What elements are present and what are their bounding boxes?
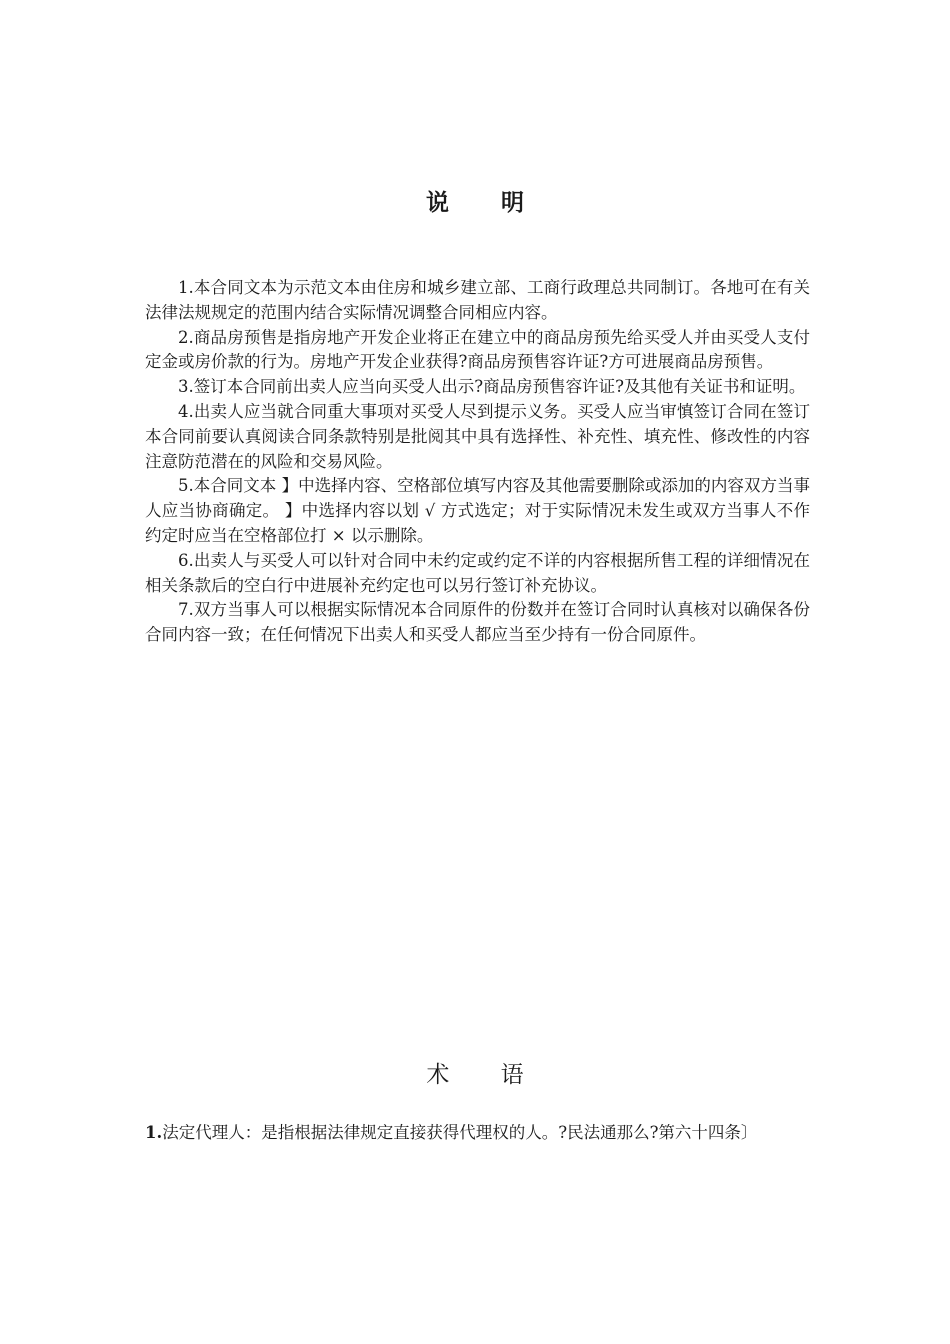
note-paragraph: 6.出卖人与买受人可以针对合同中未约定或约定不详的内容根据所售工程的详细情况在相关条款后的空白行中进展补充约定也可以另行签订补充协议。 — [145, 550, 810, 595]
note-paragraph: 2.商品房预售是指房地产开发企业将正在建立中的商品房预先给买受人并由买受人支付定金或房价款的行为。房地产开发企业获得?商品房预售容许证?方可进展商品房预售。 — [145, 327, 810, 372]
terms-section — [145, 1120, 810, 1146]
section-title-notes: 说 明 — [425, 189, 546, 216]
note-paragraph: 1.本合同文本为示范文本由住房和城乡建立部、工商行政理总共同制订。各地可在有关法律法规规定的范围内结合实际情况调整合同相应内容。 — [145, 278, 810, 322]
notes-section — [145, 276, 810, 648]
note-paragraph: 3.签订本合同前出卖人应当向买受人出示?商品房预售容许证?及其他有关证书和证明。 — [178, 377, 806, 397]
term-number: 1. — [145, 1123, 163, 1142]
note-paragraph: 7.双方当事人可以根据实际情况本合同原件的份数并在签订合同时认真核对以确保各份合同内容一致；在任何情况下出卖人和买受人都应当至少持有一份合同原件。 — [145, 600, 810, 645]
section-title-terms: 术 语 — [426, 1062, 546, 1088]
term-item — [145, 1120, 810, 1146]
note-paragraph: 4.出卖人应当就合同重大事项对买受人尽到提示义务。买受人应当审慎签订合同在签订本合同前要认真阅读合同条款特别是批阅其中具有选择性、补充性、填充性、修改性的内容注意防范潜在的风险和交易风险。 — [145, 401, 810, 471]
note-paragraph: 5.本合同文本 】中选择内容、空格部位填写内容及其他需要删除或添加的内容双方当事人应当协商确定。 】中选择内容以划 √ 方式选定；对于实际情况未发生或双方当事人不作约定时应当在空格部位打 × 以示删除。 — [145, 476, 810, 545]
term-text: 法定代理人：是指根据法律规定直接获得代理权的人。?民法通那么?第六十四条〕 — [162, 1123, 758, 1142]
